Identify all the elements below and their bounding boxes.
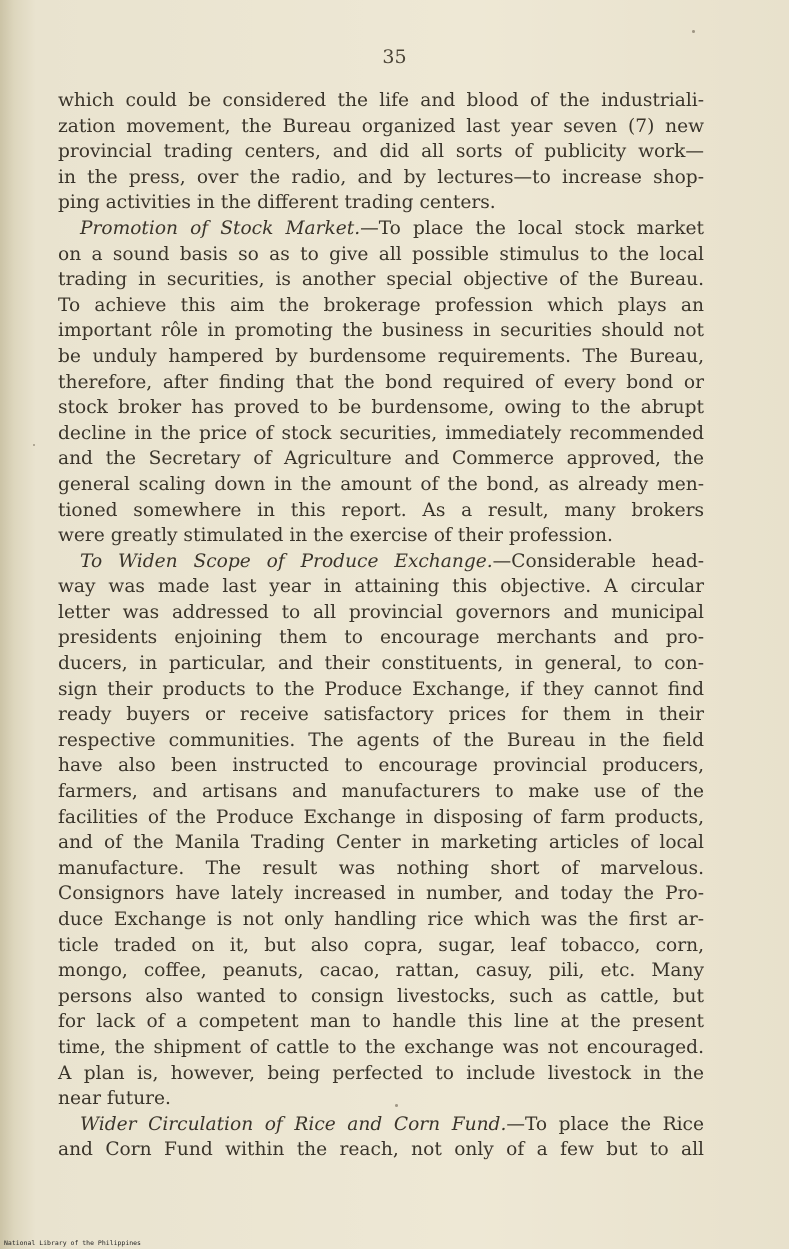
- text-line: [58, 1035, 704, 1061]
- text-line: [58, 472, 704, 498]
- text-span: way was made last year in attaining this objective. A circular: [58, 576, 704, 598]
- text-line: [58, 293, 704, 319]
- text-line: [58, 1061, 704, 1087]
- text-span: stock broker has proved to be burdensome, owing to the abrupt: [58, 397, 704, 419]
- text-line: [58, 779, 704, 805]
- text-span: decline in the price of stock securities, immediately recommended: [58, 422, 704, 444]
- text-line: [58, 677, 704, 703]
- text-span: have also been instructed to encourage provincial producers,: [58, 755, 704, 777]
- text-span: general scaling down in the amount of the bond, as already men-: [58, 473, 704, 495]
- text-line: [58, 498, 704, 524]
- paper-speck: [395, 1104, 398, 1107]
- text-span: and of the Manila Trading Center in marketing articles of local: [58, 832, 704, 854]
- text-span: Consignors have lately increased in number, and today the Pro-: [58, 883, 704, 905]
- text-line: [58, 421, 704, 447]
- text-line: [58, 728, 704, 754]
- page-number: 35: [382, 46, 407, 68]
- text-line: [58, 395, 704, 421]
- text-span: tioned somewhere in this report. As a result, many brokers: [58, 499, 704, 521]
- text-line: [58, 702, 704, 728]
- text-span: on a sound basis so as to give all possible stimulus to the local: [58, 243, 704, 265]
- text-line: [58, 881, 704, 907]
- text-span: —Considerable head-: [492, 550, 705, 572]
- text-span: important rôle in promoting the business in securities should not: [58, 320, 704, 342]
- text-span: in the press, over the radio, and by lectures—to increase shop-: [58, 166, 704, 188]
- text-span: letter was addressed to all provincial governors and municipal: [58, 601, 704, 623]
- text-span: be unduly hampered by burdensome requirements. The Bureau,: [58, 345, 704, 367]
- text-span: persons also wanted to consign livestocks, such as cattle, but: [58, 985, 704, 1007]
- text-span: —To place the local stock market: [360, 217, 704, 239]
- text-line: [58, 242, 704, 268]
- text-line: [58, 805, 704, 831]
- text-line: [58, 625, 704, 651]
- text-line: [58, 984, 704, 1010]
- text-line: [58, 651, 704, 677]
- text-line: [58, 139, 704, 165]
- text-line: [58, 933, 704, 959]
- text-span: manufacture. The result was nothing short of marvelous.: [58, 857, 704, 879]
- text-line: [58, 216, 704, 242]
- paper-speck: [33, 444, 35, 446]
- text-span: near future.: [58, 1088, 171, 1110]
- text-span: farmers, and artisans and manufacturers to make use of the: [58, 781, 704, 803]
- section-heading: Promotion of Stock Market.: [80, 217, 361, 239]
- text-line: [58, 190, 704, 216]
- text-line: [58, 549, 704, 575]
- text-line: [58, 600, 704, 626]
- text-line: [58, 1137, 704, 1163]
- text-span: were greatly stimulated in the exercise of their profession.: [58, 525, 613, 547]
- text-span: for lack of a competent man to handle this line at the present: [58, 1011, 704, 1033]
- paper-speck: [692, 30, 695, 33]
- library-footer: National Library of the Philippines: [4, 1239, 141, 1247]
- text-span: ready buyers or receive satisfactory prices for them in their: [58, 704, 704, 726]
- text-span: trading in securities, is another special objective of the Bureau.: [58, 269, 704, 291]
- text-line: [58, 165, 704, 191]
- text-span: mongo, coffee, peanuts, cacao, rattan, casuy, pili, etc. Many: [58, 960, 704, 982]
- text-span: and Corn Fund within the reach, not only of a few but to all: [58, 1139, 704, 1161]
- text-span: duce Exchange is not only handling rice which was the first ar-: [58, 909, 704, 930]
- text-span: sign their products to the Produce Exchange, if they cannot find: [58, 678, 704, 700]
- section-heading: Wider Circulation of Rice and Corn Fund.: [80, 1113, 507, 1135]
- text-line: [58, 907, 704, 933]
- text-line: [58, 344, 704, 370]
- text-line: [58, 1112, 704, 1138]
- text-span: To achieve this aim the brokerage profession which plays an: [58, 294, 704, 316]
- text-span: A plan is, however, being perfected to include livestock in the: [58, 1062, 704, 1084]
- text-span: and the Secretary of Agriculture and Commerce approved, the: [58, 448, 704, 470]
- text-span: respective communities. The agents of the Bureau in the field: [58, 729, 704, 751]
- text-line: [58, 958, 704, 984]
- text-line: [58, 1009, 704, 1035]
- text-line: [58, 446, 704, 472]
- text-line: [58, 267, 704, 293]
- text-span: which could be considered the life and blood of the industriali-: [58, 90, 704, 111]
- body-text: [58, 88, 704, 1163]
- text-line: [58, 523, 704, 549]
- text-line: [58, 830, 704, 856]
- text-line: [58, 370, 704, 396]
- text-span: facilities of the Produce Exchange in disposing of farm products,: [58, 806, 704, 828]
- text-line: [58, 88, 704, 114]
- text-span: presidents enjoining them to encourage merchants and pro-: [58, 627, 704, 649]
- text-line: [58, 574, 704, 600]
- text-line: [58, 753, 704, 779]
- text-line: [58, 318, 704, 344]
- text-span: time, the shipment of cattle to the exchange was not encouraged.: [58, 1036, 704, 1058]
- text-span: zation movement, the Bureau organized last year seven (7) new: [58, 115, 704, 137]
- section-heading: To Widen Scope of Produce Exchange.: [80, 550, 493, 572]
- text-span: therefore, after finding that the bond required of every bond or: [58, 371, 704, 393]
- text-span: ticle traded on it, but also copra, sugar, leaf tobacco, corn,: [58, 934, 704, 956]
- text-span: ducers, in particular, and their constituents, in general, to con-: [58, 653, 704, 675]
- text-line: [58, 856, 704, 882]
- text-span: ping activities in the different trading centers.: [58, 192, 496, 214]
- text-line: [58, 1086, 704, 1112]
- text-span: provincial trading centers, and did all sorts of publicity work—: [58, 141, 704, 163]
- text-span: —To place the Rice: [506, 1113, 704, 1135]
- text-line: [58, 114, 704, 140]
